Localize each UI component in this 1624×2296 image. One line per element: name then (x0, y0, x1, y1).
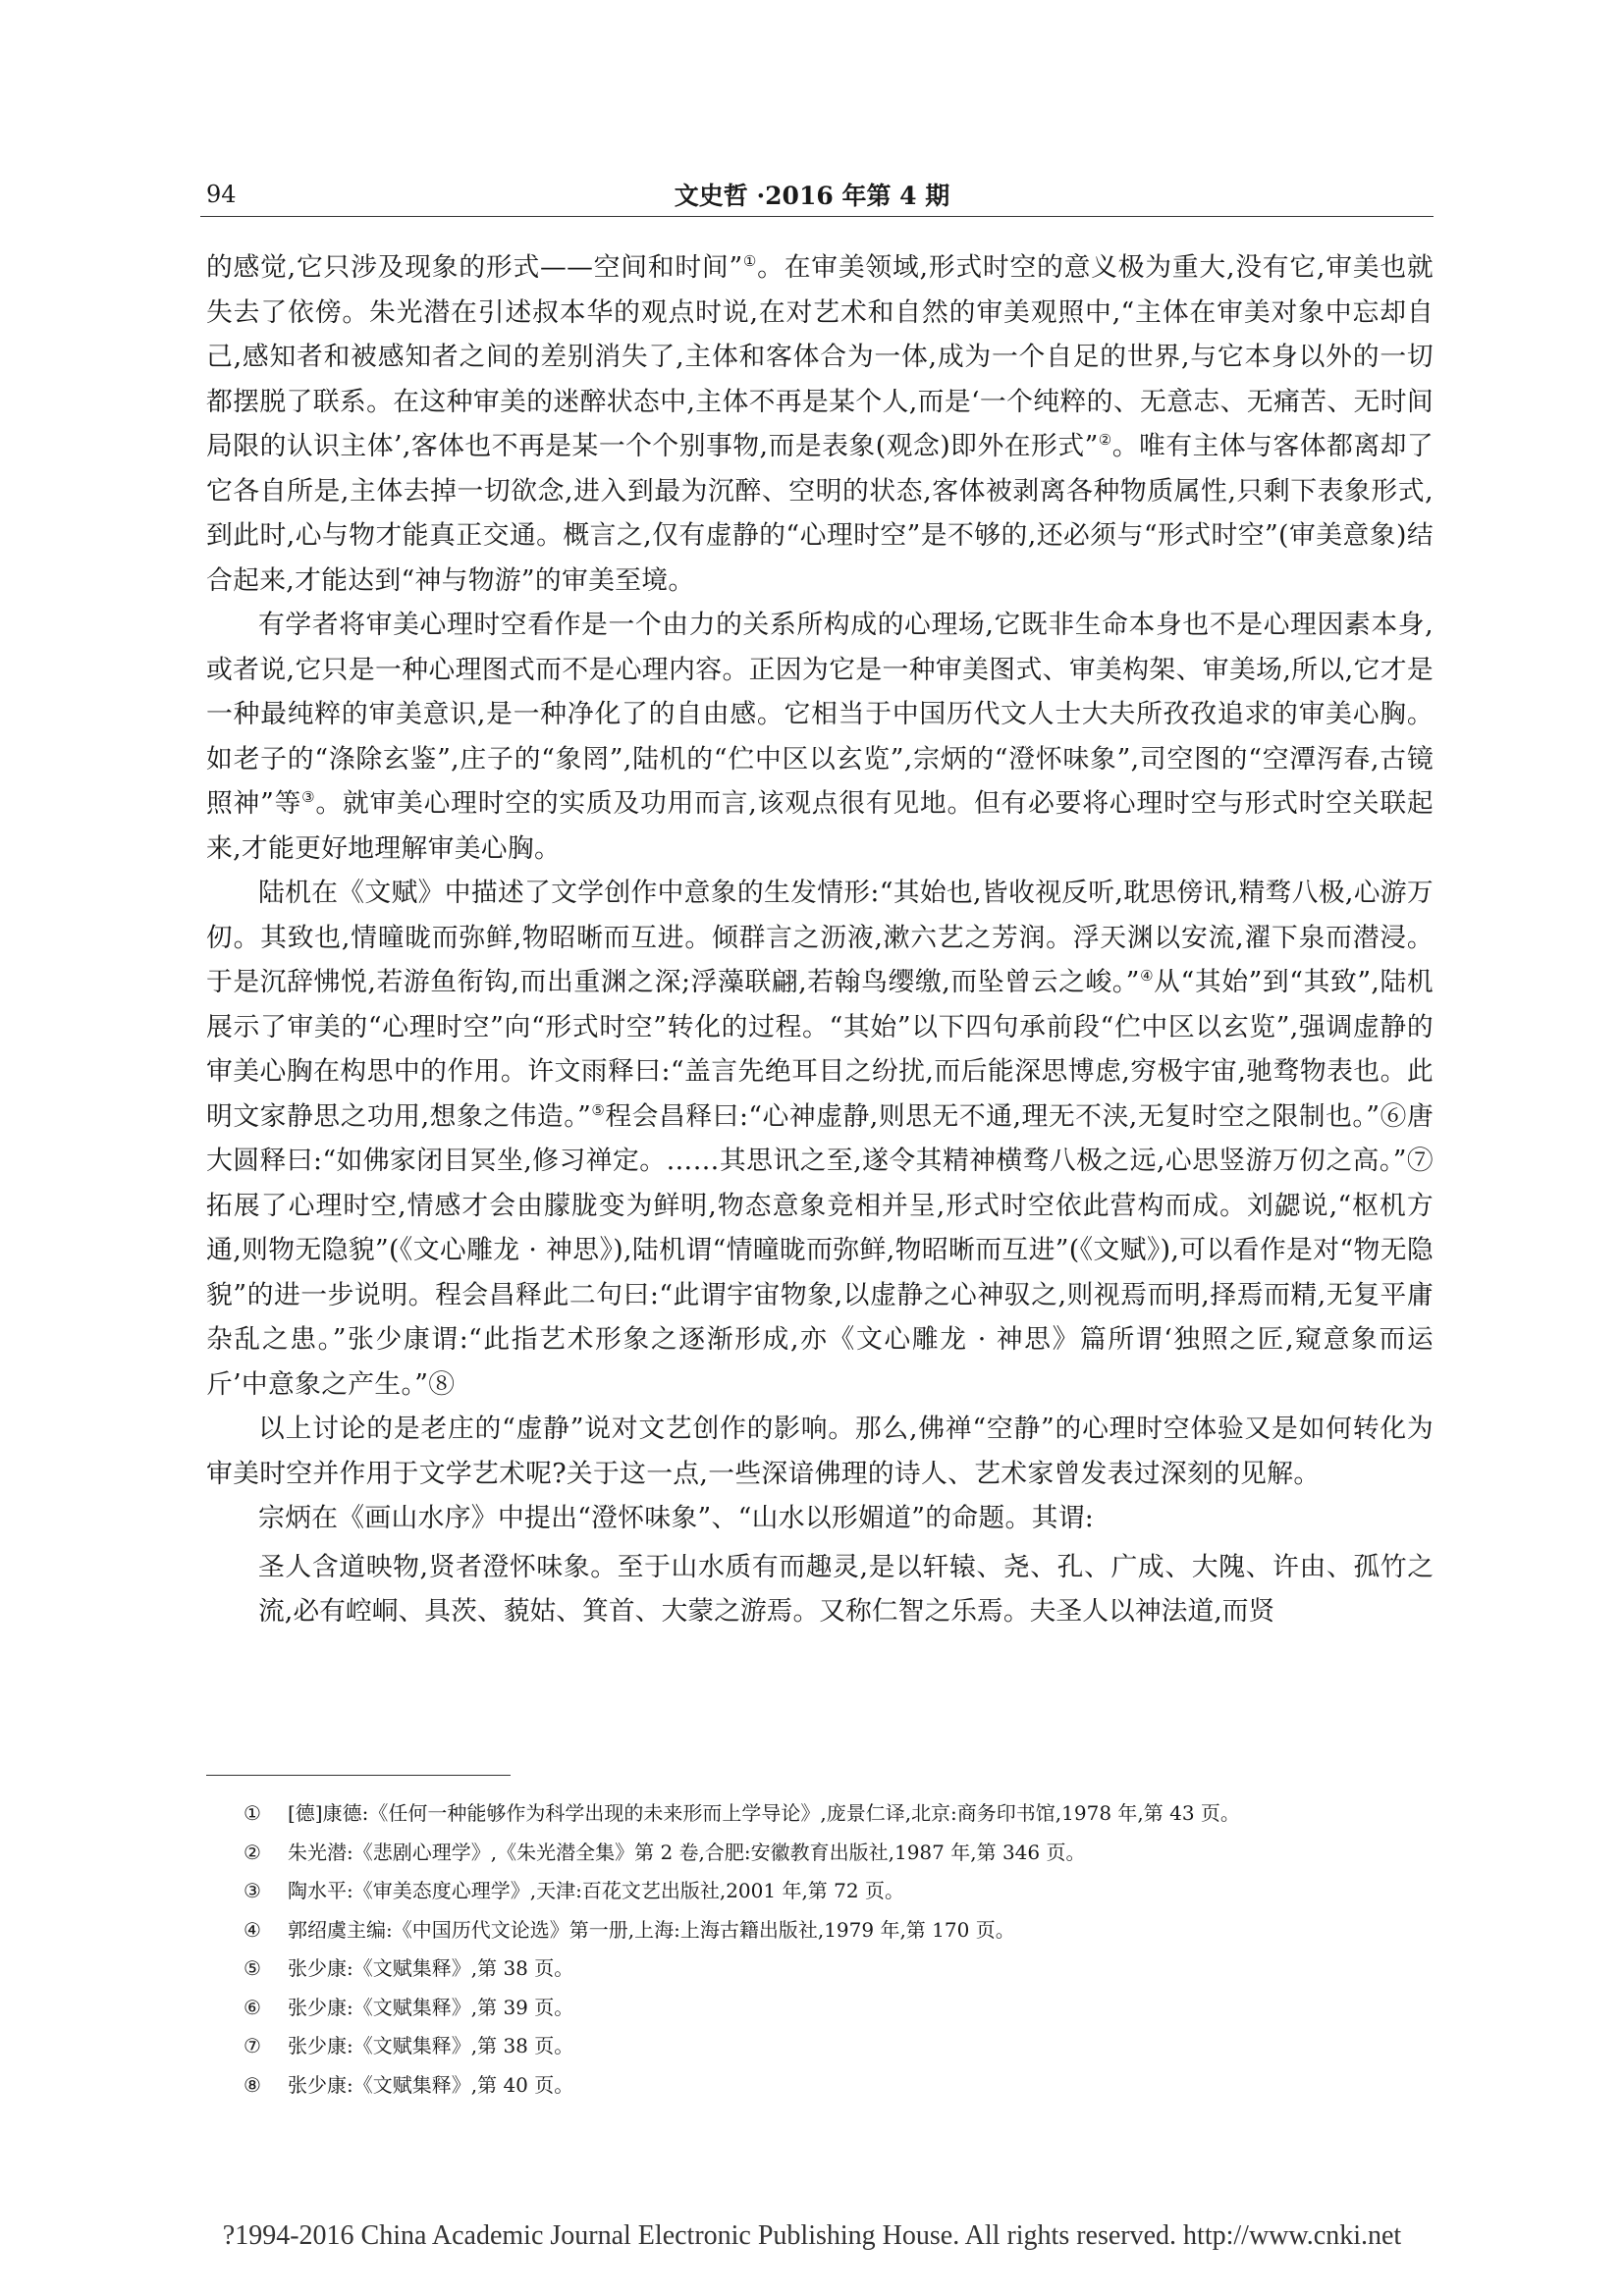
footnote-mark: ⑧ (244, 2072, 261, 2097)
footnote-text: 张少康:《文赋集释》,第 38 页。 (288, 2034, 574, 2057)
footnote-text: 陶水平:《审美态度心理学》,天津:百花文艺出版社,2001 年,第 72 页。 (288, 1879, 904, 1902)
footnote-text: 郭绍虞主编:《中国历代文论选》第一册,上海:上海古籍出版社,1979 年,第 170 页。 (288, 1917, 1015, 1942)
footnote (244, 1834, 1422, 1873)
footnote-mark: ① (244, 1801, 261, 1825)
footnote (244, 1989, 1422, 2028)
footnote-text: 张少康:《文赋集释》,第 39 页。 (288, 1995, 574, 2019)
header-rule (200, 216, 1434, 217)
footnote-ref[interactable]: ⑤ (591, 1100, 606, 1119)
paragraph: 的感觉,它只涉及现象的形式——空间和时间”①。在审美领域,形式时空的意义极为重大,没有它,审美也就失去了依傍。朱光潜在引述叔本华的观点时说,在对艺术和自然的审美观照中,“主体在审美对象中忘却自己,感知者和被感知者之间的差别消失了,主体和客体合为一体,成为一个自足的世界,与它本身以外的一切都摆脱了联系。在这种审美的迷醉状态中,主体不再是某个人,而是‘一个纯粹的、无意志、无痛苦、无时间局限的认识主体’,客体也不再是某一个个别事物,而是表象(观念)即外在形式”②。唯有主体与客体都离却了它各自所是,主体去掉一切欲念,进入到最为沉醉、空明的状态,客体被剥离各种物质属性,只剩下表象形式,到此时,心与物才能真正交通。概言之,仅有虚静的“心理时空”是不够的,还必须与“形式时空”(审美意象)结合起来,才能达到“神与物游”的审美至境。 (206, 252, 1434, 596)
footnote-ref[interactable]: ④ (1139, 967, 1155, 986)
footnote-ref[interactable]: ① (742, 252, 758, 271)
page-number: 94 (206, 181, 237, 208)
footnote-ref[interactable]: ② (1098, 431, 1112, 450)
footnote-mark: ④ (244, 1917, 261, 1942)
footnote-text: [德]康德:《任何一种能够作为科学出现的未来形而上学导论》,庞景仁译,北京:商务印书馆,1978 年,第 43 页。 (288, 1801, 1240, 1825)
footnote-text: 朱光潜:《悲剧心理学》,《朱光潜全集》第 2 卷,合肥:安徽教育出版社,1987 年,第 346 页。 (288, 1840, 1086, 1864)
footnote-rule (206, 1775, 511, 1776)
footnote (244, 1949, 1422, 1989)
footnote-text: 张少康:《文赋集释》,第 40 页。 (288, 2072, 574, 2097)
footnote (244, 2066, 1422, 2106)
running-title: 文史哲 ·2016 年第 4 期 (674, 182, 950, 210)
copyright-footer: ?1994-2016 China Academic Journal Electronic Publishing House. All rights reserved. http://www.cnki.net (222, 2220, 1402, 2251)
footnote (244, 1872, 1422, 1911)
footnote-mark: ⑥ (244, 1995, 261, 2019)
body-text (206, 245, 1434, 1634)
block-quote: 圣人含道映物,贤者澄怀味象。至于山水质有而趣灵,是以轩辕、尧、孔、广成、大隗、许由、孤竹之流,必有崆峒、具茨、藐姑、箕首、大蒙之游焉。又称仁智之乐焉。夫圣人以神法道,而贤 (258, 1551, 1434, 1627)
paragraph: 有学者将审美心理时空看作是一个由力的关系所构成的心理场,它既非生命本身也不是心理因素本身,或者说,它只是一种心理图式而不是心理内容。正因为它是一种审美图式、审美构架、审美场,所以,它才是一种最纯粹的审美意识,是一种净化了的自由感。它相当于中国历代文人士大夫所孜孜追求的审美心胸。如老子的“涤除玄鉴”,庄子的“象罔”,陆机的“伫中区以玄览”,宗炳的“澄怀味象”,司空图的“空潭泻春,古镜照神”等③。就审美心理时空的实质及功用而言,该观点很有见地。但有必要将心理时空与形式时空关联起来,才能更好地理解审美心胸。 (206, 610, 1435, 864)
paragraph: 以上讨论的是老庄的“虚静”说对文艺创作的影响。那么,佛禅“空静”的心理时空体验又是如何转化为审美时空并作用于文学艺术呢?关于这一点,一些深谙佛理的诗人、艺术家曾发表过深刻的见解。 (206, 1414, 1434, 1489)
footnote (244, 2027, 1422, 2066)
footnote-ref[interactable]: ③ (301, 788, 316, 807)
footnote (244, 1794, 1422, 1834)
footnote-mark: ② (244, 1840, 261, 1864)
footnote (244, 1911, 1422, 1950)
footnote-mark: ③ (244, 1879, 261, 1902)
paragraph: 陆机在《文赋》中描述了文学创作中意象的生发情形:“其始也,皆收视反听,耽思傍讯,精骛八极,心游万仞。其致也,情曈昽而弥鲜,物昭晰而互进。倾群言之沥液,漱六艺之芳润。浮天渊以安流,濯下泉而潜浸。于是沉辞怫悦,若游鱼衔钩,而出重渊之深;浮藻联翩,若翰鸟缨缴,而坠曾云之峻。”④从“其始”到“其致”,陆机展示了审美的“心理时空”向“形式时空”转化的过程。“其始”以下四句承前段“伫中区以玄览”,强调虚静的审美心胸在构思中的作用。许文雨释曰:“盖言先绝耳目之纷扰,而后能深思博虑,穷极宇宙,驰骛物表也。此明文家静思之功用,想象之伟造。”⑤程会昌释曰:“心神虚静,则思无不通,理无不浃,无复时空之限制也。”⑥唐大圆释曰:“如佛家闭目冥坐,修习禅定。……其思讯之至,遂令其精神横骛八极之远,心思竖游万仞之高。”⑦拓展了心理时空,情感才会由朦胧变为鲜明,物态意象竞相并呈,形式时空依此营构而成。刘勰说,“枢机方通,则物无隐貌”(《文心雕龙 · 神思》),陆机谓“情曈昽而弥鲜,物昭晰而互进”(《文赋》),可以看作是对“物无隐貌”的进一步说明。程会昌释此二句曰:“此谓宇宙物象,以虚静之心神驭之,则视焉而明,择焉而精,无复平庸杂乱之患。”张少康谓:“此指艺术形象之逐渐形成,亦《文心雕龙 · 神思》篇所谓‘独照之匠,窥意象而运斤’中意象之产生。”⑧ (206, 878, 1435, 1400)
footnote-mark: ⑤ (244, 1956, 261, 1980)
footnote-mark: ⑦ (244, 2034, 261, 2057)
footnote-text: 张少康:《文赋集释》,第 38 页。 (288, 1956, 574, 1980)
footnotes (244, 1794, 1422, 2105)
paragraph: 宗炳在《画山水序》中提出“澄怀味象”、“山水以形媚道”的命题。其谓: (258, 1503, 1095, 1533)
